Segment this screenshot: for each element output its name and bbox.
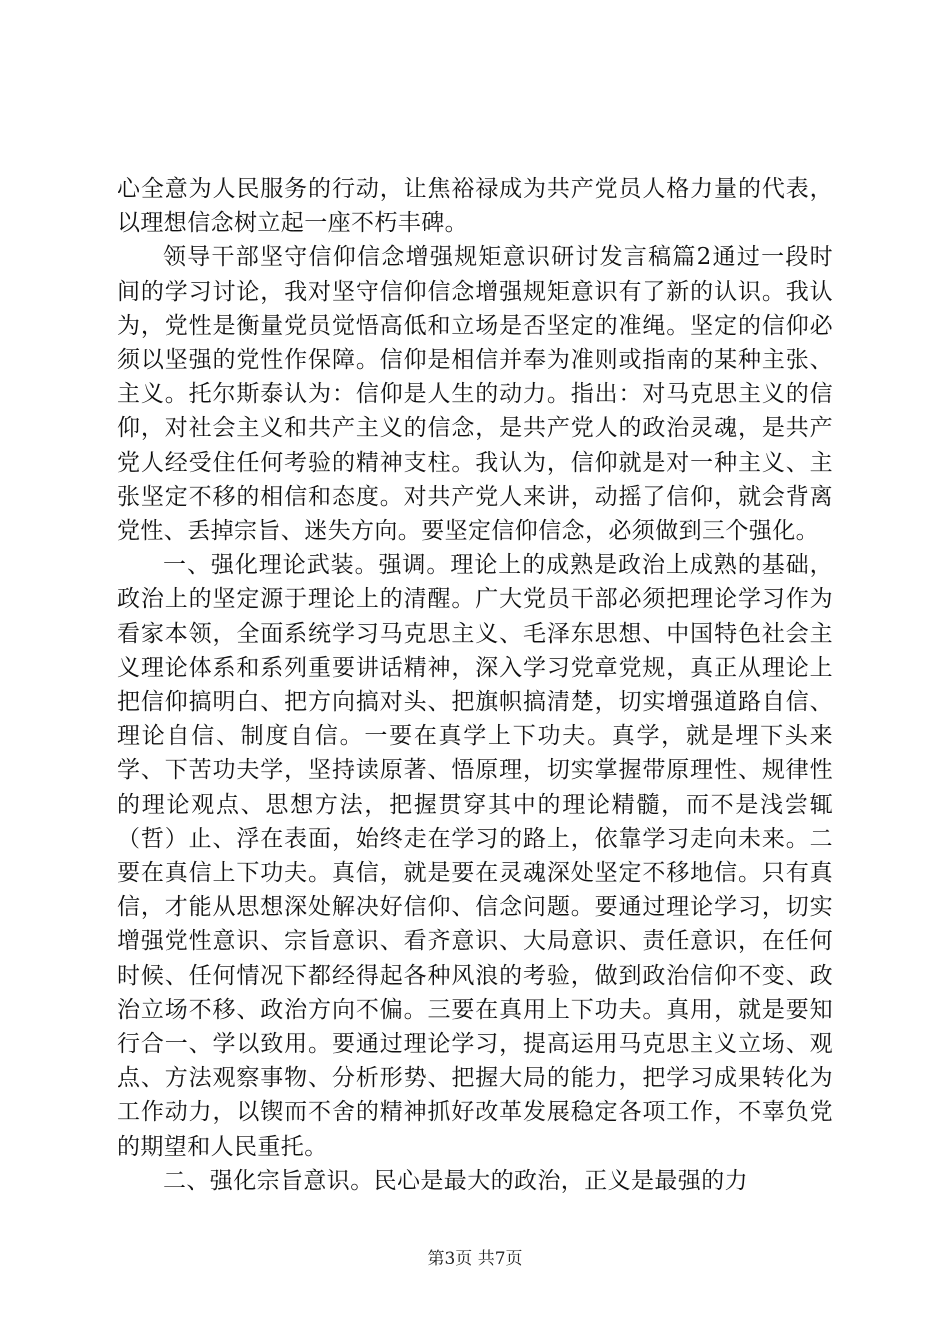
paragraph-continuation: 心全意为人民服务的行动，让焦裕禄成为共产党员人格力量的代表，以理想信念树立起一座不朽丰碑。 — [117, 176, 833, 237]
paragraph-purpose-awareness: 二、强化宗旨意识。民心是最大的政治，正义是最强的力 — [163, 1167, 748, 1194]
page-number-footer: 第3页 共7页 — [427, 1249, 523, 1269]
paragraph-speech-intro: 领导干部坚守信仰信念增强规矩意识研讨发言稿篇2通过一段时间的学习讨论，我对坚守信仰信念增强规矩意识有了新的认识。我认为，党性是衡量党员觉悟高低和立场是否坚定的准绳。坚定的信仰必须以坚强的党性作保障。信仰是相信并奉为准则或指南的某种主张、主义。托尔斯泰认为：信仰是人生的动力。指出：对马克思主义的信仰，对社会主义和共产主义的信念，是共产党人的政治灵魂，是共产党人经受住任何考验的精神支柱。我认为，信仰就是对一种主义、主张坚定不移的相信和态度。对共产党人来讲，动摇了信仰，就会背离党性、丢掉宗旨、迷失方向。要坚定信仰信念，必须做到三个强化。 — [117, 244, 833, 545]
document-body — [117, 172, 833, 1198]
paragraph-theory-armament: 一、强化理论武装。强调。理论上的成熟是政治上成熟的基础，政治上的坚定源于理论上的清醒。广大党员干部必须把理论学习作为看家本领，全面系统学习马克思主义、毛泽东思想、中国特色社会主义理论体系和系列重要讲话精神，深入学习党章党规，真正从理论上把信仰搞明白、把方向搞对头、把旗帜搞清楚，切实增强道路自信、理论自信、制度自信。一要在真学上下功夫。真学，就是埋下头来学、下苦功夫学，坚持读原著、悟原理，切实掌握带原理性、规律性的理论观点、思想方法，把握贯穿其中的理论精髓，而不是浅尝辄（哲）止、浮在表面，始终走在学习的路上，依靠学习走向未来。二要在真信上下功夫。真信，就是要在灵魂深处坚定不移地信。只有真信，才能从思想深处解决好信仰、信念问题。要通过理论学习，切实增强党性意识、宗旨意识、看齐意识、大局意识、责任意识，在任何时候、任何情况下都经得起各种风浪的考验，做到政治信仰不变、政治立场不移、政治方向不偏。三要在真用上下功夫。真用，就是要知行合一、学以致用。要通过理论学习，提高运用马克思主义立场、观点、方法观察事物、分析形势、把握大局的能力，把学习成果转化为工作动力，以锲而不舍的精神抓好改革发展稳定各项工作，不辜负党的期望和人民重托。 — [117, 552, 833, 1160]
